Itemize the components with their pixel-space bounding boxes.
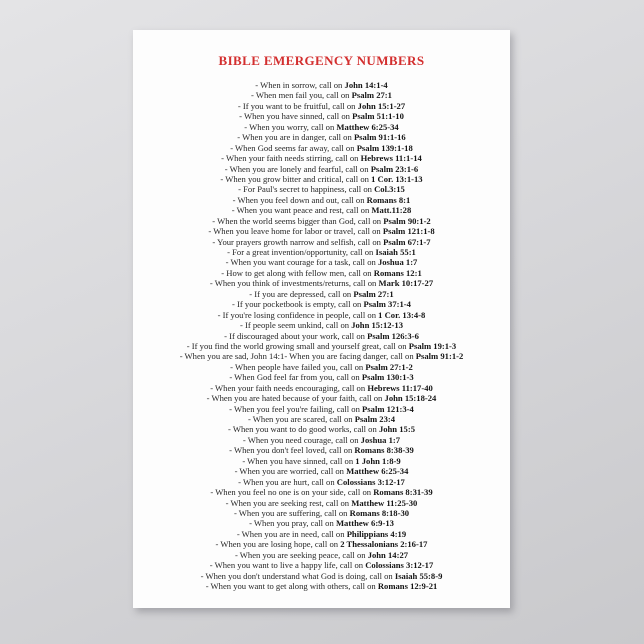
scripture-reference: Psalm 126:3-6	[367, 330, 419, 341]
verse-line	[133, 80, 510, 90]
scripture-reference: 1 Cor. 13:4-8	[378, 309, 426, 320]
verse-line	[133, 278, 510, 288]
scripture-reference: Romans 8:31-39	[373, 487, 433, 498]
verse-text: - If people seem unkind, call on	[239, 320, 352, 331]
verse-line	[133, 581, 510, 591]
verse-text: - When you think of investments/returns, call on	[209, 278, 379, 289]
verse-line	[133, 404, 510, 414]
verse-line	[133, 205, 510, 215]
verse-text: - When you pray, call on	[249, 518, 336, 529]
verse-text: - If your pocketbook is empty, call on	[232, 299, 364, 310]
verse-text: - When men fail you, call on	[251, 90, 352, 101]
verse-line	[133, 289, 510, 299]
verse-line	[133, 372, 510, 382]
verse-line	[133, 393, 510, 403]
scripture-reference: Joshua 1:7	[377, 257, 418, 268]
verse-line	[133, 383, 510, 393]
scripture-reference: John 15:12-13	[351, 320, 404, 331]
verse-line	[133, 487, 510, 497]
verse-text: - When your faith needs encouraging, call on	[210, 382, 368, 393]
verse-line	[133, 571, 510, 581]
verse-text: - When you want courage for a task, call on	[225, 257, 378, 268]
verse-line	[133, 331, 510, 341]
scripture-reference: Isaiah 55:1	[375, 247, 416, 257]
verse-text: - When God feel far from you, call on	[229, 372, 362, 383]
verse-text: - When you are hated because of your faith, call on	[206, 393, 385, 404]
verse-text: - When you don't understand what God is doing, call on	[200, 570, 395, 581]
verse-line	[133, 174, 510, 184]
scripture-reference: Romans 8:38-39	[354, 445, 414, 456]
verse-line	[133, 237, 510, 247]
verse-text: - When you feel down and out, call on	[232, 194, 367, 205]
scripture-reference: Mark 10:17-27	[378, 278, 434, 289]
verse-text: - When you are worried, call on	[234, 466, 347, 477]
verse-text: - When you are scared, call on	[247, 414, 355, 424]
verse-text: - If you're losing confidence in people, call on	[217, 309, 379, 320]
verse-line	[133, 153, 510, 163]
verse-line	[133, 247, 510, 257]
verse-line	[133, 550, 510, 560]
verse-line	[133, 362, 510, 372]
verse-text: - When your faith needs stirring, call on	[221, 153, 361, 164]
verse-line	[133, 560, 510, 570]
verse-line	[133, 132, 510, 142]
verse-text: - If you want to be fruitful, call on	[237, 100, 358, 111]
scripture-reference: Psalm 91:1-16	[353, 132, 406, 143]
verse-text: - When you want to do good works, call on	[228, 424, 379, 435]
scripture-reference: Colossians 3:12-17	[336, 476, 405, 487]
scripture-reference: Matthew 6:25-34	[346, 466, 409, 477]
scripture-reference: Matt.11:28	[371, 205, 412, 216]
scripture-reference: Romans 12:9-21	[377, 581, 438, 591]
verse-text: - When you want to get along with others, call on	[205, 581, 378, 591]
scripture-reference: Hebrews 11:1-14	[360, 153, 422, 164]
verse-line	[133, 268, 510, 278]
scripture-reference: Psalm 23:4	[354, 414, 396, 424]
scripture-reference: John 15:5	[378, 424, 415, 435]
scripture-reference: Matthew 6:25-34	[336, 121, 399, 132]
verse-line	[133, 164, 510, 174]
verse-text: - When you worry, call on	[244, 121, 337, 132]
scripture-reference: Hebrews 11:17-40	[367, 382, 433, 393]
verse-text: - When you are seeking rest, call on	[225, 497, 352, 508]
verse-text: - For a great invention/opportunity, call on	[227, 247, 376, 257]
verse-text: - When you want to live a happy life, call on	[209, 560, 366, 571]
scripture-reference: Psalm 27:1	[353, 288, 394, 299]
scripture-reference: 2 Thessalonians 2:16-17	[340, 539, 428, 550]
scripture-reference: Psalm 19:1-3	[408, 340, 457, 351]
verse-line	[133, 226, 510, 236]
verse-line	[133, 101, 510, 111]
scripture-reference: John 15:18-24	[384, 393, 437, 404]
verse-text: - When you are in need, call on	[236, 528, 347, 539]
scripture-reference: Joshua 1:7	[360, 434, 401, 445]
scripture-reference: John 14:1-4	[344, 80, 388, 90]
verse-text: - When you are in danger, call on	[237, 132, 354, 143]
poster-title: BIBLE EMERGENCY NUMBERS	[218, 53, 425, 68]
verse-line	[133, 111, 510, 121]
scripture-reference: Psalm 67:1-7	[383, 236, 431, 247]
verse-line	[133, 216, 510, 226]
verse-text: - When you don't feel loved, call on	[229, 445, 355, 456]
verse-text: - If you are depressed, call on	[249, 288, 354, 299]
verse-line	[133, 424, 510, 434]
verse-text: - When you leave home for labor or travel, call on	[208, 226, 383, 237]
verse-line	[133, 90, 510, 100]
verse-list	[133, 80, 510, 591]
scripture-reference: Romans 8:18-30	[349, 507, 410, 518]
scripture-reference: Romans 8:1	[366, 194, 411, 205]
verse-line	[133, 351, 510, 361]
verse-text: - When people have failed you, call on	[230, 361, 366, 372]
verse-text: - When the world seems bigger than God, call on	[212, 215, 384, 226]
verse-line	[133, 518, 510, 528]
scripture-reference: Matthew 6:9-13	[335, 518, 394, 529]
verse-line	[133, 143, 510, 153]
verse-text: - When you grow bitter and critical, call on	[220, 173, 372, 184]
verse-line	[133, 508, 510, 518]
verse-line	[133, 184, 510, 194]
verse-text: - When you are sad, John 14:1- When you are facing danger, call on	[179, 351, 416, 362]
verse-line	[133, 498, 510, 508]
verse-text: - When you are hurt, call on	[238, 476, 337, 487]
scripture-reference: Psalm 51:1-10	[352, 111, 404, 122]
verse-line	[133, 195, 510, 205]
scripture-reference: Psalm 27:1	[351, 90, 392, 101]
verse-line	[133, 539, 510, 549]
verse-line	[133, 456, 510, 466]
scripture-reference: Psalm 121:1-8	[382, 226, 435, 237]
scripture-reference: John 15:1-27	[357, 100, 406, 111]
scripture-reference: 1 John 1:8-9	[355, 455, 401, 466]
verse-text: - When you have sinned, call on	[242, 455, 356, 466]
scripture-reference: 1 Cor. 13:1-13	[371, 173, 423, 184]
scripture-reference: Colossians 3:12-17	[365, 560, 434, 571]
verse-line	[133, 466, 510, 476]
verse-line	[133, 320, 510, 330]
verse-text: - How to get along with fellow men, call on	[221, 267, 374, 278]
verse-text: - If you find the world growing small and yourself great, call on	[186, 340, 409, 351]
verse-line	[133, 529, 510, 539]
verse-text: - When in sorrow, call on	[255, 80, 345, 90]
verse-line	[133, 414, 510, 424]
scripture-reference: Psalm 27:1-2	[365, 361, 413, 372]
scripture-reference: Psalm 23:1-6	[370, 163, 419, 174]
verse-line	[133, 299, 510, 309]
scripture-reference: Psalm 139:1-18	[356, 142, 413, 153]
verse-text: - When God seems far away, call on	[230, 142, 357, 153]
scripture-reference: Psalm 91:1-2	[415, 351, 464, 362]
scripture-reference: Philippians 4:19	[346, 528, 407, 539]
verse-line	[133, 435, 510, 445]
verse-line	[133, 445, 510, 455]
verse-text: - When you feel no one is on your side, call on	[210, 487, 374, 498]
verse-text: - When you feel you're failing, call on	[229, 403, 363, 414]
verse-text: - When you are suffering, call on	[233, 507, 350, 518]
verse-line	[133, 257, 510, 267]
scripture-reference: Psalm 90:1-2	[383, 215, 431, 226]
verse-line	[133, 477, 510, 487]
scripture-reference: Matthew 11:25-30	[351, 497, 418, 508]
scripture-reference: Col.3:15	[374, 184, 405, 195]
scripture-reference: Psalm 37:1-4	[363, 299, 411, 310]
verse-text: - If discouraged about your work, call on	[224, 330, 368, 341]
verse-text: - When you are seeking peace, call on	[234, 549, 368, 560]
scripture-reference: John 14:27	[367, 549, 409, 560]
verse-line	[133, 122, 510, 132]
verse-text: - When you are losing hope, call on	[215, 539, 341, 550]
poster	[133, 30, 510, 608]
scripture-reference: Isaiah 55:8-9	[394, 570, 443, 581]
verse-text: - When you need courage, call on	[242, 434, 361, 445]
verse-text: - For Paul's secret to happiness, call on	[238, 184, 375, 195]
verse-text: - When you have sinned, call on	[239, 111, 353, 122]
verse-text: - When you are lonely and fearful, call on	[224, 163, 371, 174]
verse-line	[133, 310, 510, 320]
verse-text: - Your prayers growth narrow and selfish, call on	[212, 236, 384, 247]
scripture-reference: Psalm 121:3-4	[362, 403, 414, 414]
scripture-reference: Romans 12:1	[373, 267, 422, 278]
verse-line	[133, 341, 510, 351]
verse-text: - When you want peace and rest, call on	[231, 205, 372, 216]
scripture-reference: Psalm 130:1-3	[361, 372, 414, 383]
